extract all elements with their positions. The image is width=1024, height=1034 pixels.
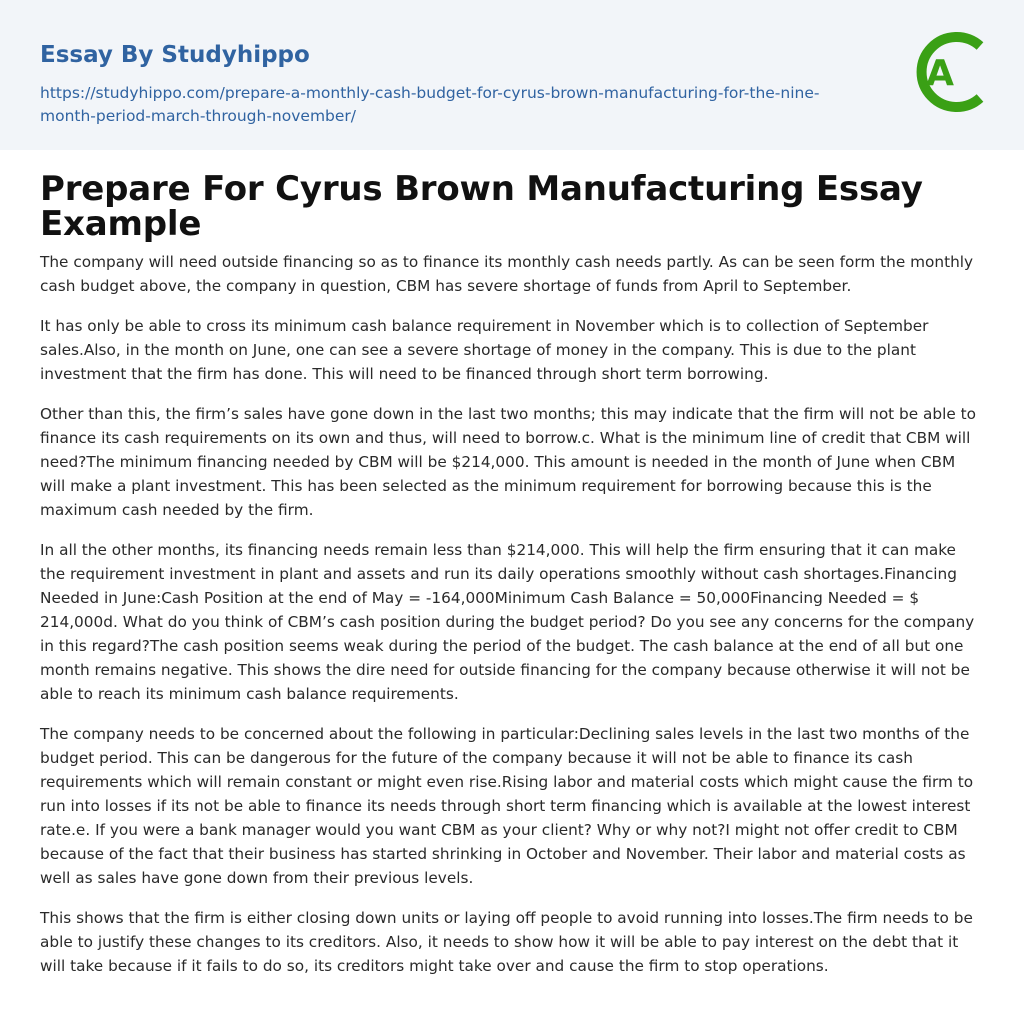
article: [0, 150, 1024, 978]
paragraph-6: This shows that the firm is either closing down units or laying off people to avoid running into losses.The firm needs to be able to justify these changes to its creditors. Also, it needs to show how it will be able to pay interest on the debt that it will take because if it fails to do so, its creditors might take over and cause the firm to stop operations.: [40, 909, 973, 975]
logo-letter: A: [926, 53, 954, 94]
page-header: [0, 0, 1024, 150]
paragraph-1: The company will need outside financing so as to finance its monthly cash needs partly. As can be seen form the monthly cash budget above, the company in question, CBM has severe shortage of funds from April to September.: [40, 253, 974, 295]
paragraph-2: It has only be able to cross its minimum cash balance requirement in November which is to collection of September sales.Also, in the month on June, one can see a severe shortage of money in the company. This is due to the plant investment that the firm has done. This will need to be financed through short term borrowing.: [40, 317, 929, 383]
source-url-link[interactable]: https://studyhippo.com/prepare-a-monthly-cash-budget-for-cyrus-brown-manufacturing-for-the-nine-month-period-march-through-november/: [40, 84, 820, 125]
brand-name[interactable]: Essay By Studyhippo: [40, 42, 310, 68]
paragraph-5: The company needs to be concerned about the following in particular:Declining sales levels in the last two months of the budget period. This can be dangerous for the future of the company because it will not be able to finance its cash requirements which will remain constant or might even rise.Rising labor and material costs which might cause the firm to run into losses if its not be able to finance its needs through short term financing which is available at the lowest interest rate.e. If you were a bank manager would you want CBM as your client? Why or why not?I might not offer credit to CBM because of the fact that their business has started shrinking in October and November. Their labor and material costs as well as sales have gone down from their previous levels.: [40, 725, 974, 887]
paragraph-3: Other than this, the firm’s sales have gone down in the last two months; this may indicate that the firm will not be able to finance its cash requirements on its own and thus, will need to borrow.c. What is the minimum line of credit that CBM will need?The minimum financing needed by CBM will be $214,000. This amount is needed in the month of June when CBM will make a plant investment. This has been selected as the minimum requirement for borrowing because this is the maximum cash needed by the firm.: [40, 405, 976, 519]
studyhippo-a-logo-icon[interactable]: [910, 28, 988, 116]
page-title: Prepare For Cyrus Brown Manufacturing Essay Example: [40, 169, 923, 244]
paragraph-4: In all the other months, its financing needs remain less than $214,000. This will help the firm ensuring that it can make the requirement investment in plant and assets and run its daily operations smoothly without cash shortages.Financing Needed in June:Cash Position at the end of May = -164,000Minimum Cash Balance = 50,000Financing Needed = $ 214,000d. What do you think of CBM’s cash position during the budget period? Do you see any concerns for the company in this regard?The cash position seems weak during the period of the budget. The cash balance at the end of all but one month remains negative. This shows the dire need for outside financing for the company because otherwise it will not be able to reach its minimum cash balance requirements.: [40, 541, 975, 703]
